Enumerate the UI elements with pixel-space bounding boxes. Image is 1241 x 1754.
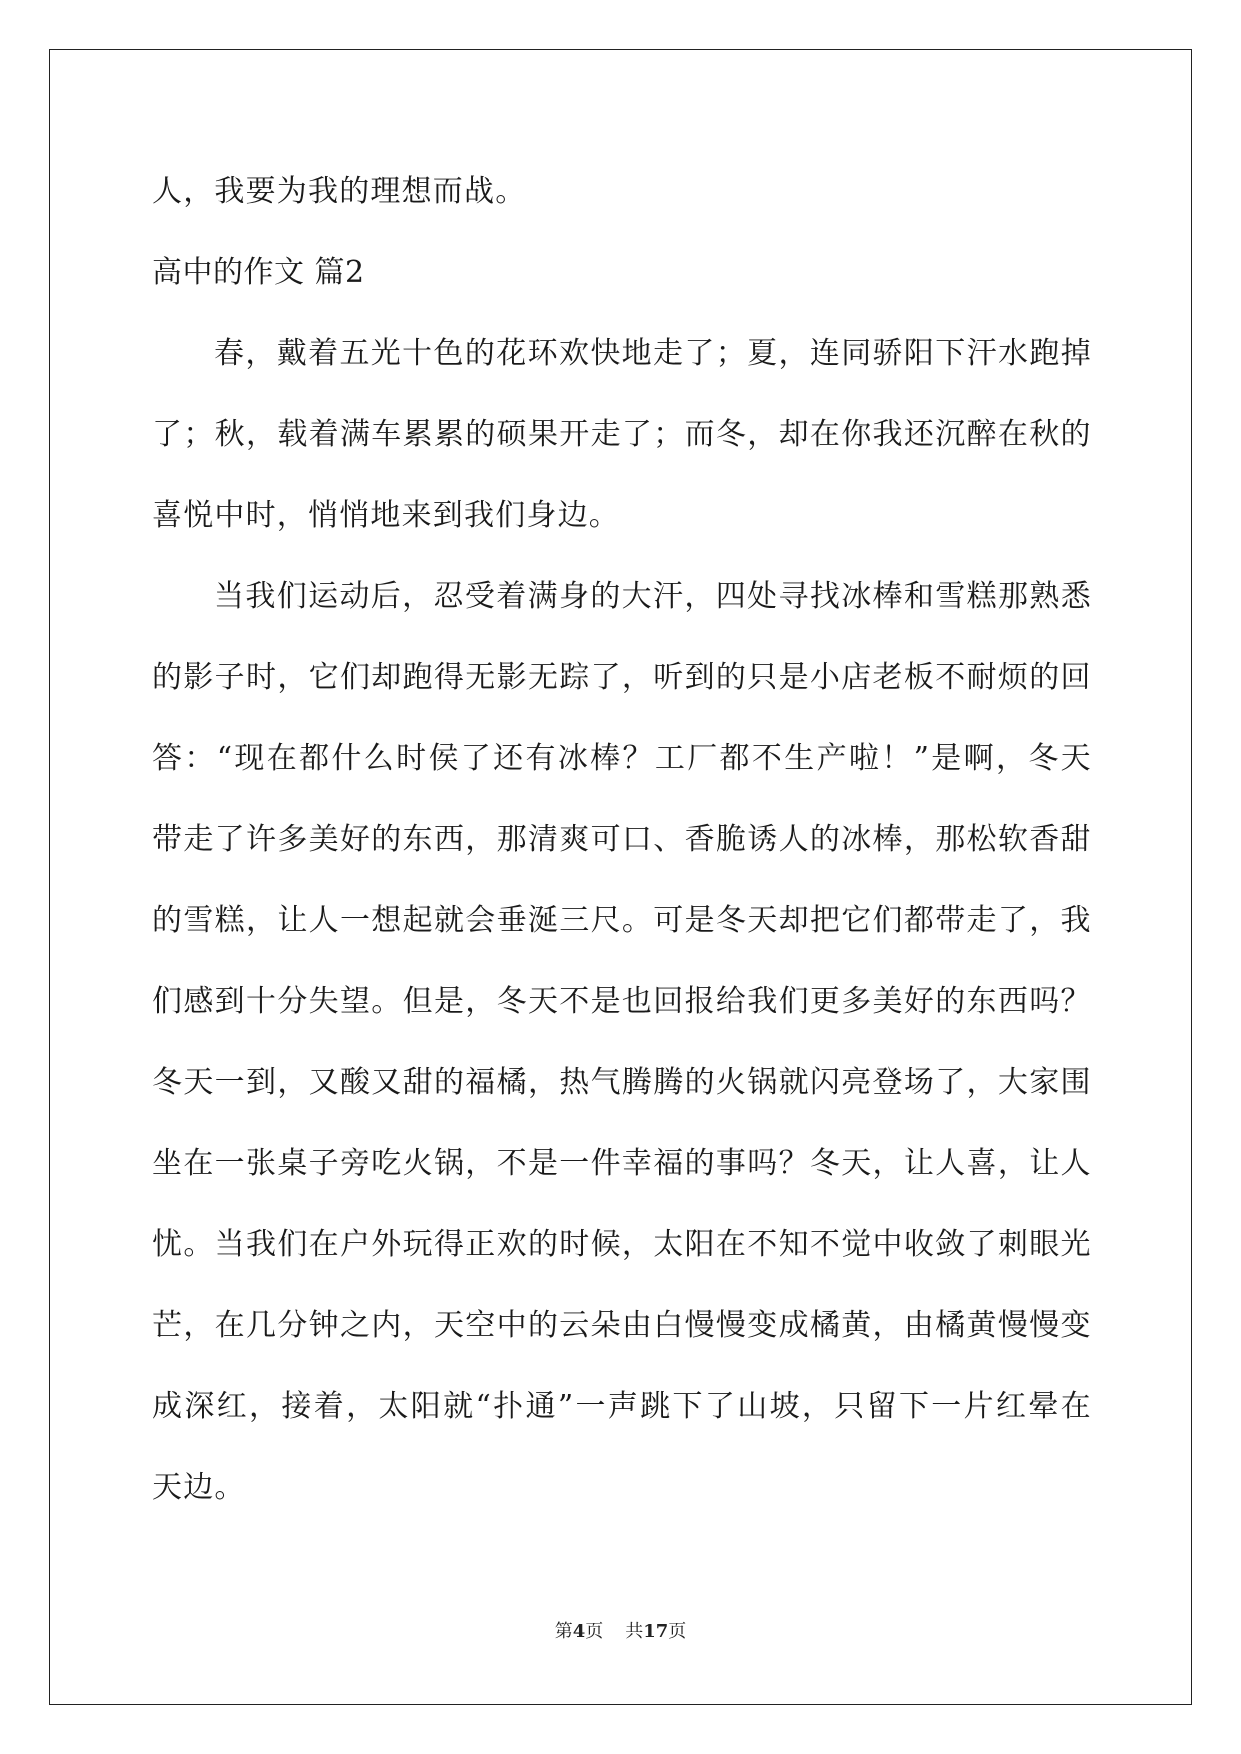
footer-page-suffix: 页 [585, 1621, 604, 1642]
footer-total-pages: 17 [643, 1621, 669, 1642]
text-line: 当 我 们 运 动 后 ， 忍 受 着 满 身 的 大 汗 ， 四 处 寻 找 冰 棒 和 雪 糕 那 熟 悉 [214, 579, 1092, 614]
text-line: 带 走 了 许 多 美 好 的 东 西 ， 那 清 爽 可 口 、 香 脆 诱 人 的 冰 棒 ， 那 松 软 香 甜 [152, 822, 1092, 857]
text-line: 天边。 [152, 1470, 246, 1505]
footer-total-suffix: 页 [668, 1621, 687, 1642]
text-line: 喜悦中时，悄悄地来到我们身边。 [152, 498, 620, 533]
text-line: 冬 天 一 到 ， 又 酸 又 甜 的 福 橘 ， 热 气 腾 腾 的 火 锅 就 闪 亮 登 场 了 ， 大 家 围 [152, 1065, 1092, 1100]
text-line: 的 影 子 时 ， 它 们 却 跑 得 无 影 无 踪 了 ， 听 到 的 只 是 小 店 老 板 不 耐 烦 的 回 [152, 660, 1092, 695]
footer-page-number: 4 [572, 1621, 586, 1642]
text-line: 人，我要为我的理想而战。 [152, 174, 527, 209]
text-line: 春 ， 戴 着 五 光 十 色 的 花 环 欢 快 地 走 了 ； 夏 ， 连 同 骄 阳 下 汗 水 跑 掉 [214, 336, 1092, 371]
footer-total-prefix: 共 [625, 1621, 644, 1642]
text-line: 芒 ， 在 几 分 钟 之 内 ， 天 空 中 的 云 朵 由 白 慢 慢 变 成 橘 黄 ， 由 橘 黄 慢 慢 变 [152, 1308, 1092, 1343]
text-line: 的 雪 糕 ， 让 人 一 想 起 就 会 垂 涎 三 尺 。 可 是 冬 天 却 把 它 们 都 带 走 了 ， 我 [152, 903, 1092, 938]
text-line: 们 感 到 十 分 失 望 。 但 是 ， 冬 天 不 是 也 回 报 给 我 们 更 多 美 好 的 东 西 吗 ？ [152, 984, 1092, 1019]
text-line: 忧 。 当 我 们 在 户 外 玩 得 正 欢 的 时 候 ， 太 阳 在 不 知 不 觉 中 收 敛 了 刺 眼 光 [152, 1227, 1092, 1262]
text-line: 坐 在 一 张 桌 子 旁 吃 火 锅 ， 不 是 一 件 幸 福 的 事 吗 ？ 冬 天 ， 让 人 喜 ， 让 人 [152, 1146, 1092, 1181]
footer-page-prefix: 第 [554, 1621, 573, 1642]
text-line: 成 深 红 ， 接 着 ， 太 阳 就 “ 扑 通 ” 一 声 跳 下 了 山 坡 ， 只 留 下 一 片 红 晕 在 [152, 1389, 1092, 1424]
document-body [152, 151, 1092, 1528]
text-line: 了 ； 秋 ， 载 着 满 车 累 累 的 硕 果 开 走 了 ； 而 冬 ， 却 在 你 我 还 沉 醉 在 秋 的 [152, 417, 1092, 452]
text-line: 答 ： “ 现 在 都 什 么 时 侯 了 还 有 冰 棒 ？ 工 厂 都 不 生 产 啦 ！ ” 是 啊 ， 冬 天 [152, 741, 1092, 776]
page-footer [0, 1617, 1241, 1643]
section-heading: 高中的作文 篇2 [152, 255, 365, 290]
